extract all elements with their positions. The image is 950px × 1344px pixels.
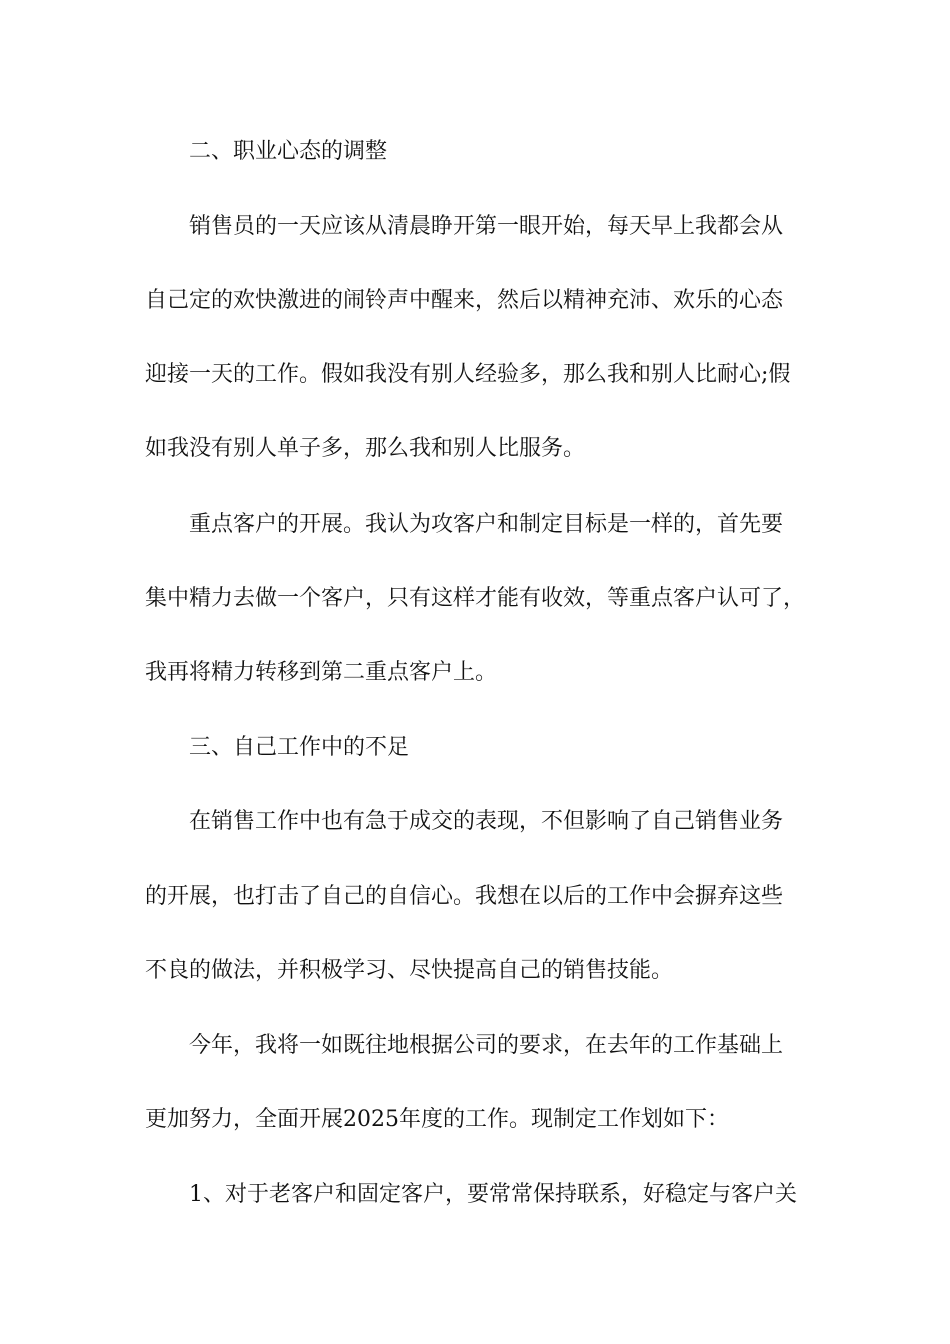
paragraph-line: 迎接一天的工作。假如我没有别人经验多，那么我和别人比耐心;假: [145, 362, 791, 387]
paragraph-line: 的开展，也打击了自己的自信心。我想在以后的工作中会摒弃这些: [145, 884, 784, 909]
list-item-line: 1、对于老客户和固定客户，要常常保持联系，好稳定与客户关: [189, 1182, 797, 1207]
paragraph-line: 更加努力，全面开展2025年度的工作。现制定工作划如下：: [145, 1107, 729, 1132]
paragraph-line: 在销售工作中也有急于成交的表现，不但影响了自己销售业务: [189, 809, 784, 834]
section-heading-career-mindset: 二、职业心态的调整: [189, 139, 388, 164]
paragraph-line: 销售员的一天应该从清晨睁开第一眼开始，每天早上我都会从: [189, 214, 784, 239]
paragraph-line: 自己定的欢快激进的闹铃声中醒来，然后以精神充沛、欢乐的心态: [145, 288, 784, 313]
paragraph-line: 今年，我将一如既往地根据公司的要求，在去年的工作基础上: [189, 1033, 784, 1058]
paragraph-line: 重点客户的开展。我认为攻客户和制定目标是一样的，首先要: [189, 512, 784, 537]
paragraph-line: 我再将精力转移到第二重点客户上。: [145, 660, 498, 685]
paragraph-line: 集中精力去做一个客户，只有这样才能有收效，等重点客户认可了，: [145, 586, 806, 611]
paragraph-line: 如我没有别人单子多，那么我和别人比服务。: [145, 436, 586, 461]
paragraph-line: 不良的做法，并积极学习、尽快提高自己的销售技能。: [145, 958, 674, 983]
section-heading-shortcomings: 三、自己工作中的不足: [189, 735, 410, 760]
